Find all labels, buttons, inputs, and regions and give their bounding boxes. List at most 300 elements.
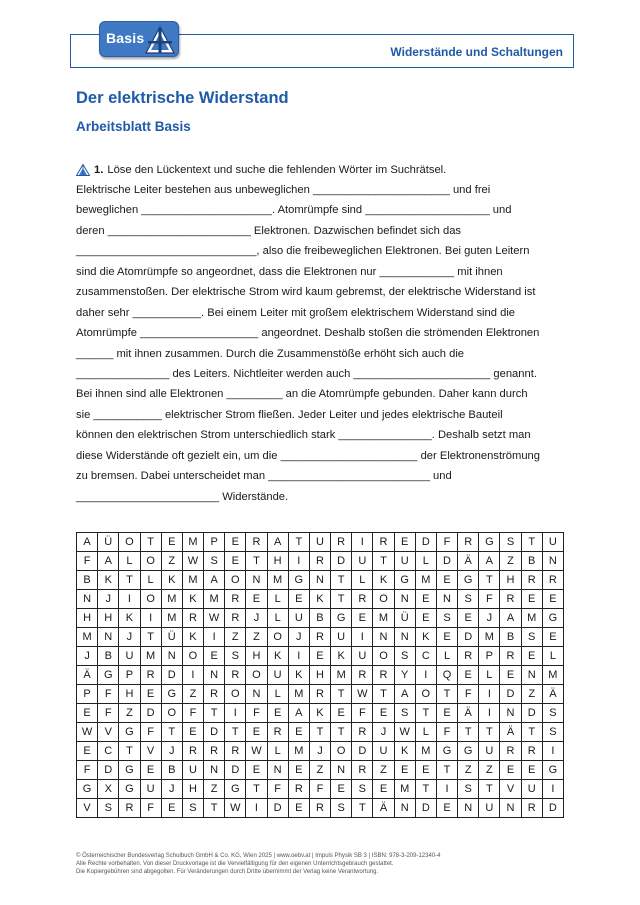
grid-cell[interactable]: D (500, 685, 521, 704)
grid-cell[interactable]: U (288, 609, 309, 628)
grid-cell[interactable]: T (331, 723, 352, 742)
grid-cell[interactable]: E (458, 609, 479, 628)
grid-cell[interactable]: S (500, 533, 521, 552)
grid-cell[interactable]: J (77, 647, 98, 666)
grid-cell[interactable]: T (458, 723, 479, 742)
grid-cell[interactable]: M (161, 609, 182, 628)
grid-cell[interactable]: H (119, 685, 140, 704)
grid-cell[interactable]: U (373, 742, 394, 761)
grid-cell[interactable]: N (246, 571, 267, 590)
grid-cell[interactable]: W (77, 723, 98, 742)
grid-cell[interactable]: I (204, 628, 225, 647)
grid-cell[interactable]: E (267, 704, 288, 723)
grid-cell[interactable]: V (98, 723, 119, 742)
grid-cell[interactable]: G (394, 571, 415, 590)
grid-cell[interactable]: E (140, 761, 161, 780)
grid-cell[interactable]: J (119, 628, 140, 647)
grid-cell[interactable]: G (77, 780, 98, 799)
grid-cell[interactable]: T (119, 742, 140, 761)
grid-cell[interactable]: R (246, 533, 267, 552)
grid-cell[interactable]: T (140, 628, 161, 647)
grid-cell[interactable]: Z (225, 628, 246, 647)
grid-cell[interactable]: F (436, 533, 457, 552)
grid-cell[interactable]: R (225, 666, 246, 685)
grid-cell[interactable]: T (204, 799, 225, 818)
grid-cell[interactable]: F (458, 685, 479, 704)
grid-cell[interactable]: T (140, 533, 161, 552)
grid-cell[interactable]: D (436, 552, 457, 571)
grid-cell[interactable]: I (352, 533, 373, 552)
grid-cell[interactable]: I (246, 799, 267, 818)
grid-cell[interactable]: U (521, 780, 542, 799)
grid-cell[interactable]: R (182, 609, 203, 628)
grid-cell[interactable]: A (394, 685, 415, 704)
grid-cell[interactable]: T (246, 780, 267, 799)
grid-cell[interactable]: R (182, 742, 203, 761)
grid-cell[interactable]: N (77, 590, 98, 609)
grid-cell[interactable]: N (204, 761, 225, 780)
grid-cell[interactable]: M (479, 628, 500, 647)
grid-cell[interactable]: P (479, 647, 500, 666)
grid-cell[interactable]: E (77, 742, 98, 761)
grid-cell[interactable]: I (352, 628, 373, 647)
grid-cell[interactable]: H (98, 609, 119, 628)
grid-cell[interactable]: R (352, 723, 373, 742)
grid-cell[interactable]: P (119, 666, 140, 685)
grid-cell[interactable]: Z (119, 704, 140, 723)
grid-cell[interactable]: F (98, 685, 119, 704)
grid-cell[interactable]: E (352, 609, 373, 628)
grid-cell[interactable]: O (140, 590, 161, 609)
grid-cell[interactable]: S (436, 609, 457, 628)
grid-cell[interactable]: O (267, 628, 288, 647)
grid-cell[interactable]: N (267, 761, 288, 780)
grid-cell[interactable]: U (140, 780, 161, 799)
grid-cell[interactable]: O (119, 533, 140, 552)
grid-cell[interactable]: Z (204, 780, 225, 799)
grid-cell[interactable]: S (204, 552, 225, 571)
grid-cell[interactable]: N (204, 666, 225, 685)
grid-cell[interactable]: U (542, 533, 563, 552)
grid-cell[interactable]: N (246, 685, 267, 704)
grid-cell[interactable]: T (246, 552, 267, 571)
grid-cell[interactable]: Y (394, 666, 415, 685)
grid-cell[interactable]: R (204, 685, 225, 704)
grid-cell[interactable]: I (140, 609, 161, 628)
grid-cell[interactable]: A (267, 533, 288, 552)
grid-cell[interactable]: K (267, 647, 288, 666)
grid-cell[interactable]: M (182, 571, 203, 590)
grid-cell[interactable]: L (140, 571, 161, 590)
grid-cell[interactable]: W (182, 552, 203, 571)
grid-cell[interactable]: G (458, 742, 479, 761)
grid-cell[interactable]: I (288, 552, 309, 571)
grid-cell[interactable]: A (77, 533, 98, 552)
grid-cell[interactable]: Ü (98, 533, 119, 552)
grid-cell[interactable]: D (140, 704, 161, 723)
grid-cell[interactable]: F (182, 704, 203, 723)
grid-cell[interactable]: B (98, 647, 119, 666)
grid-cell[interactable]: G (225, 780, 246, 799)
grid-cell[interactable]: S (352, 780, 373, 799)
grid-cell[interactable]: Z (246, 628, 267, 647)
grid-cell[interactable]: G (542, 609, 563, 628)
grid-cell[interactable]: G (458, 571, 479, 590)
grid-cell[interactable]: E (161, 533, 182, 552)
grid-cell[interactable]: T (161, 723, 182, 742)
grid-cell[interactable]: C (98, 742, 119, 761)
grid-cell[interactable]: H (500, 571, 521, 590)
grid-cell[interactable]: R (331, 533, 352, 552)
grid-cell[interactable]: N (394, 590, 415, 609)
grid-cell[interactable]: E (246, 590, 267, 609)
grid-cell[interactable]: R (458, 533, 479, 552)
grid-cell[interactable]: E (288, 723, 309, 742)
grid-cell[interactable]: T (225, 723, 246, 742)
grid-cell[interactable]: W (204, 609, 225, 628)
grid-cell[interactable]: O (373, 590, 394, 609)
grid-cell[interactable]: W (394, 723, 415, 742)
grid-cell[interactable]: T (479, 571, 500, 590)
grid-cell[interactable]: K (288, 666, 309, 685)
grid-cell[interactable]: T (331, 685, 352, 704)
grid-cell[interactable]: K (161, 571, 182, 590)
grid-cell[interactable]: W (352, 685, 373, 704)
grid-cell[interactable]: L (267, 685, 288, 704)
grid-cell[interactable]: M (373, 609, 394, 628)
grid-cell[interactable]: A (288, 704, 309, 723)
grid-cell[interactable]: I (288, 647, 309, 666)
grid-cell[interactable]: M (140, 647, 161, 666)
grid-cell[interactable]: E (225, 552, 246, 571)
grid-cell[interactable]: O (140, 552, 161, 571)
grid-cell[interactable]: R (373, 666, 394, 685)
grid-cell[interactable]: N (458, 799, 479, 818)
grid-cell[interactable]: O (331, 742, 352, 761)
grid-cell[interactable]: M (182, 533, 203, 552)
grid-cell[interactable]: M (204, 590, 225, 609)
grid-cell[interactable]: R (309, 685, 330, 704)
grid-cell[interactable]: T (331, 571, 352, 590)
grid-cell[interactable]: R (373, 533, 394, 552)
grid-cell[interactable]: N (500, 799, 521, 818)
grid-cell[interactable]: N (98, 628, 119, 647)
grid-cell[interactable]: M (521, 609, 542, 628)
grid-cell[interactable]: U (331, 628, 352, 647)
grid-cell[interactable]: R (267, 723, 288, 742)
grid-cell[interactable]: A (500, 609, 521, 628)
grid-cell[interactable]: F (140, 799, 161, 818)
grid-cell[interactable]: U (267, 666, 288, 685)
grid-cell[interactable]: F (246, 704, 267, 723)
grid-cell[interactable]: S (225, 647, 246, 666)
grid-cell[interactable]: F (98, 704, 119, 723)
grid-cell[interactable]: E (182, 723, 203, 742)
grid-cell[interactable]: I (415, 666, 436, 685)
grid-cell[interactable]: E (500, 666, 521, 685)
grid-cell[interactable]: A (204, 571, 225, 590)
grid-cell[interactable]: A (98, 552, 119, 571)
grid-cell[interactable]: Z (521, 685, 542, 704)
grid-cell[interactable]: I (479, 685, 500, 704)
grid-cell[interactable]: L (267, 742, 288, 761)
grid-cell[interactable]: N (394, 628, 415, 647)
grid-cell[interactable]: T (436, 685, 457, 704)
grid-cell[interactable]: B (77, 571, 98, 590)
grid-cell[interactable]: G (119, 761, 140, 780)
grid-cell[interactable]: Ä (458, 704, 479, 723)
grid-cell[interactable]: Z (373, 761, 394, 780)
grid-cell[interactable]: G (119, 723, 140, 742)
grid-cell[interactable]: F (77, 552, 98, 571)
grid-cell[interactable]: V (500, 780, 521, 799)
grid-cell[interactable]: K (415, 628, 436, 647)
grid-cell[interactable]: V (140, 742, 161, 761)
grid-cell[interactable]: T (415, 780, 436, 799)
grid-cell[interactable]: H (267, 552, 288, 571)
grid-cell[interactable]: T (521, 723, 542, 742)
grid-cell[interactable]: T (479, 780, 500, 799)
grid-cell[interactable]: Z (500, 552, 521, 571)
grid-cell[interactable]: K (309, 704, 330, 723)
grid-cell[interactable]: H (77, 609, 98, 628)
grid-cell[interactable]: H (182, 780, 203, 799)
grid-cell[interactable]: I (542, 780, 563, 799)
grid-cell[interactable]: E (246, 723, 267, 742)
grid-cell[interactable]: E (246, 761, 267, 780)
grid-cell[interactable]: T (204, 704, 225, 723)
grid-cell[interactable]: U (352, 647, 373, 666)
grid-cell[interactable]: R (352, 666, 373, 685)
grid-cell[interactable]: E (542, 590, 563, 609)
grid-cell[interactable]: T (119, 571, 140, 590)
grid-cell[interactable]: E (394, 533, 415, 552)
grid-cell[interactable]: K (182, 628, 203, 647)
grid-cell[interactable]: E (225, 533, 246, 552)
grid-cell[interactable]: Ä (77, 666, 98, 685)
grid-cell[interactable]: S (182, 799, 203, 818)
grid-cell[interactable]: T (331, 590, 352, 609)
grid-cell[interactable]: I (119, 590, 140, 609)
grid-cell[interactable]: O (415, 685, 436, 704)
grid-cell[interactable]: N (373, 628, 394, 647)
grid-cell[interactable]: E (500, 761, 521, 780)
grid-cell[interactable]: T (479, 723, 500, 742)
grid-cell[interactable]: T (352, 799, 373, 818)
grid-cell[interactable]: E (458, 666, 479, 685)
grid-cell[interactable]: I (479, 704, 500, 723)
grid-cell[interactable]: P (204, 533, 225, 552)
grid-cell[interactable]: U (394, 552, 415, 571)
grid-cell[interactable]: K (182, 590, 203, 609)
grid-cell[interactable]: T (373, 685, 394, 704)
grid-cell[interactable]: Ä (500, 723, 521, 742)
grid-cell[interactable]: H (309, 666, 330, 685)
grid-cell[interactable]: S (394, 647, 415, 666)
grid-cell[interactable]: N (394, 799, 415, 818)
grid-cell[interactable]: M (77, 628, 98, 647)
grid-cell[interactable]: K (98, 571, 119, 590)
grid-cell[interactable]: U (479, 799, 500, 818)
grid-cell[interactable]: E (161, 799, 182, 818)
grid-cell[interactable]: M (161, 590, 182, 609)
grid-cell[interactable]: J (246, 609, 267, 628)
grid-cell[interactable]: T (521, 533, 542, 552)
grid-cell[interactable]: E (415, 590, 436, 609)
grid-cell[interactable]: B (161, 761, 182, 780)
grid-cell[interactable]: L (352, 571, 373, 590)
grid-cell[interactable]: E (331, 704, 352, 723)
grid-cell[interactable]: Ü (394, 609, 415, 628)
grid-cell[interactable]: S (394, 704, 415, 723)
grid-cell[interactable]: T (288, 533, 309, 552)
grid-cell[interactable]: R (521, 799, 542, 818)
grid-cell[interactable]: D (542, 799, 563, 818)
grid-cell[interactable]: S (98, 799, 119, 818)
grid-cell[interactable]: Z (161, 552, 182, 571)
grid-cell[interactable]: E (204, 647, 225, 666)
grid-cell[interactable]: X (98, 780, 119, 799)
grid-cell[interactable]: M (415, 571, 436, 590)
grid-cell[interactable]: O (225, 571, 246, 590)
grid-cell[interactable]: E (394, 761, 415, 780)
grid-cell[interactable]: I (225, 704, 246, 723)
grid-cell[interactable]: R (225, 742, 246, 761)
grid-cell[interactable]: R (500, 742, 521, 761)
grid-cell[interactable]: I (542, 742, 563, 761)
grid-cell[interactable]: Ä (458, 552, 479, 571)
grid-cell[interactable]: R (309, 628, 330, 647)
grid-cell[interactable]: U (309, 533, 330, 552)
grid-cell[interactable]: L (415, 723, 436, 742)
grid-cell[interactable]: R (309, 799, 330, 818)
grid-cell[interactable]: F (140, 723, 161, 742)
grid-cell[interactable]: E (415, 609, 436, 628)
grid-cell[interactable]: R (225, 590, 246, 609)
grid-cell[interactable]: M (415, 742, 436, 761)
grid-cell[interactable]: U (182, 761, 203, 780)
grid-cell[interactable]: G (331, 609, 352, 628)
grid-cell[interactable]: E (415, 761, 436, 780)
grid-cell[interactable]: R (352, 590, 373, 609)
grid-cell[interactable]: Ä (373, 799, 394, 818)
grid-cell[interactable]: B (500, 628, 521, 647)
grid-cell[interactable]: R (500, 647, 521, 666)
grid-cell[interactable]: N (521, 666, 542, 685)
grid-cell[interactable]: F (309, 780, 330, 799)
grid-cell[interactable]: R (140, 666, 161, 685)
grid-cell[interactable]: E (373, 780, 394, 799)
grid-cell[interactable]: R (309, 552, 330, 571)
grid-cell[interactable]: R (500, 590, 521, 609)
grid-cell[interactable]: K (119, 609, 140, 628)
grid-cell[interactable]: P (77, 685, 98, 704)
grid-cell[interactable]: E (436, 571, 457, 590)
grid-cell[interactable]: F (267, 780, 288, 799)
grid-cell[interactable]: Ä (542, 685, 563, 704)
grid-cell[interactable]: D (331, 552, 352, 571)
grid-cell[interactable]: L (119, 552, 140, 571)
grid-cell[interactable]: F (352, 704, 373, 723)
grid-cell[interactable]: K (331, 647, 352, 666)
grid-cell[interactable]: N (436, 590, 457, 609)
grid-cell[interactable]: F (479, 590, 500, 609)
grid-cell[interactable]: T (309, 723, 330, 742)
grid-cell[interactable]: E (331, 780, 352, 799)
grid-cell[interactable]: G (119, 780, 140, 799)
grid-cell[interactable]: I (182, 666, 203, 685)
grid-cell[interactable]: E (436, 704, 457, 723)
grid-cell[interactable]: E (309, 647, 330, 666)
grid-cell[interactable]: R (204, 742, 225, 761)
grid-cell[interactable]: G (161, 685, 182, 704)
grid-cell[interactable]: R (352, 761, 373, 780)
grid-cell[interactable]: K (373, 571, 394, 590)
grid-cell[interactable]: B (521, 552, 542, 571)
grid-cell[interactable]: F (436, 723, 457, 742)
grid-cell[interactable]: M (288, 685, 309, 704)
grid-cell[interactable]: Z (182, 685, 203, 704)
grid-cell[interactable]: Z (458, 761, 479, 780)
grid-cell[interactable]: O (225, 685, 246, 704)
grid-cell[interactable]: U (352, 552, 373, 571)
grid-cell[interactable]: E (436, 799, 457, 818)
grid-cell[interactable]: F (77, 761, 98, 780)
grid-cell[interactable]: D (521, 704, 542, 723)
grid-cell[interactable]: S (458, 780, 479, 799)
grid-cell[interactable]: N (331, 761, 352, 780)
grid-cell[interactable]: O (182, 647, 203, 666)
grid-cell[interactable]: I (436, 780, 457, 799)
grid-cell[interactable]: C (415, 647, 436, 666)
grid-cell[interactable]: N (500, 704, 521, 723)
grid-cell[interactable]: T (436, 761, 457, 780)
grid-cell[interactable]: E (521, 590, 542, 609)
grid-cell[interactable]: Z (309, 761, 330, 780)
grid-cell[interactable]: Z (479, 761, 500, 780)
grid-cell[interactable]: R (288, 780, 309, 799)
grid-cell[interactable]: J (309, 742, 330, 761)
grid-cell[interactable]: R (458, 647, 479, 666)
grid-cell[interactable]: E (288, 761, 309, 780)
grid-cell[interactable]: V (77, 799, 98, 818)
grid-cell[interactable]: D (415, 533, 436, 552)
grid-cell[interactable]: D (458, 628, 479, 647)
grid-cell[interactable]: M (331, 666, 352, 685)
grid-cell[interactable]: J (98, 590, 119, 609)
grid-cell[interactable]: L (267, 590, 288, 609)
grid-cell[interactable]: W (246, 742, 267, 761)
grid-cell[interactable]: R (119, 799, 140, 818)
grid-cell[interactable]: G (288, 571, 309, 590)
grid-cell[interactable]: N (309, 571, 330, 590)
grid-cell[interactable]: M (394, 780, 415, 799)
grid-cell[interactable]: R (521, 571, 542, 590)
grid-cell[interactable]: K (394, 742, 415, 761)
grid-cell[interactable]: L (542, 647, 563, 666)
grid-cell[interactable]: L (479, 666, 500, 685)
grid-cell[interactable]: S (542, 704, 563, 723)
grid-cell[interactable]: E (140, 685, 161, 704)
grid-cell[interactable]: E (521, 761, 542, 780)
grid-cell[interactable]: J (373, 723, 394, 742)
grid-cell[interactable]: D (415, 799, 436, 818)
grid-cell[interactable]: E (288, 799, 309, 818)
grid-cell[interactable]: W (225, 799, 246, 818)
grid-cell[interactable]: D (267, 799, 288, 818)
grid-cell[interactable]: E (436, 628, 457, 647)
grid-cell[interactable]: D (161, 666, 182, 685)
